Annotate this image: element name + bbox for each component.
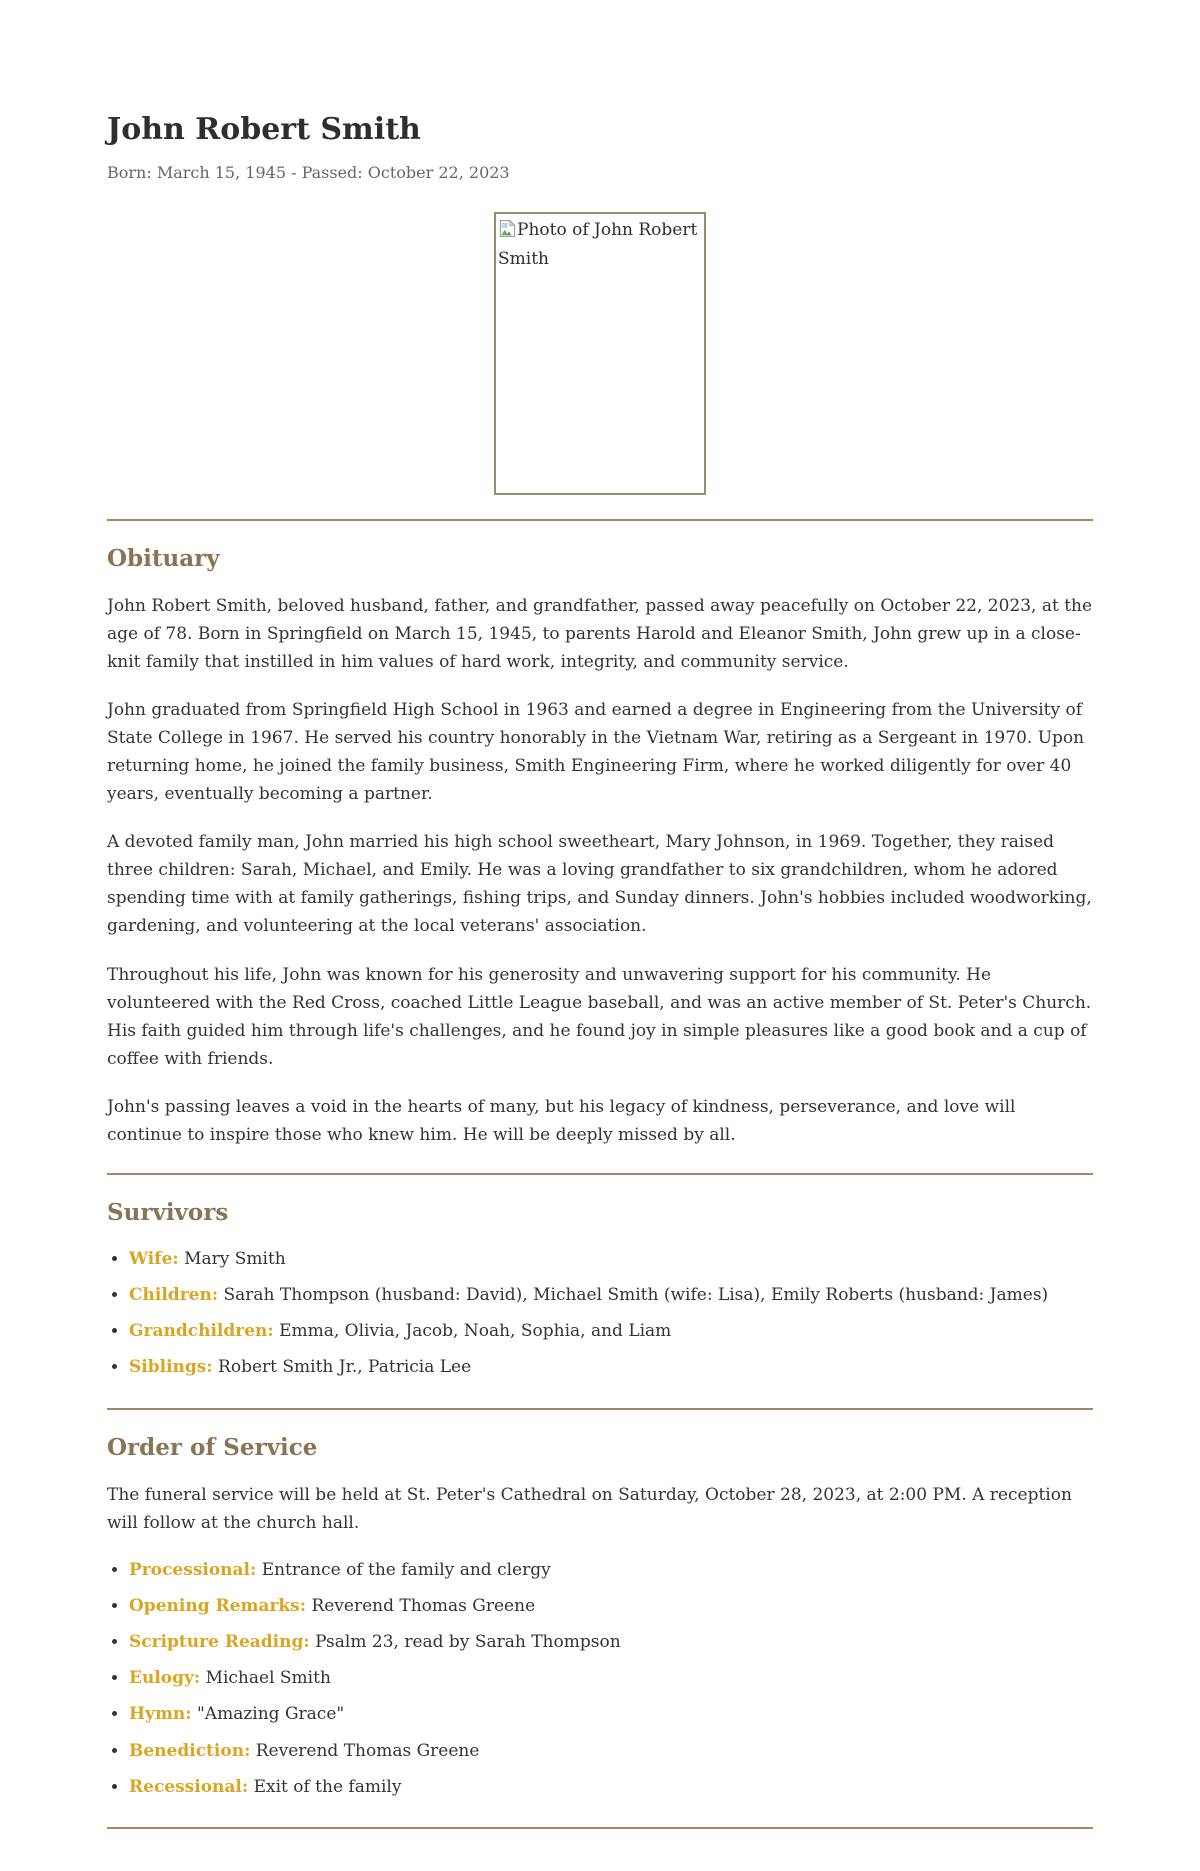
survivor-label: Grandchildren: — [129, 1321, 274, 1342]
obituary-paragraph: John graduated from Springfield High School in 1963 and earned a degree in Engineering from the University of State College in 1967. He served his country honorably in the Vietnam War, retiring as a Sergeant in 1970. Upon returning home, he joined the family business, Smith Engineering Firm, where he worked diligently for over 40 years, eventually becoming a partner. — [107, 700, 1085, 805]
obituary-paragraph: A devoted family man, John married his high school sweetheart, Mary Johnson, in 1969. Together, they raised three children: Sarah, Michael, and Emily. He was a loving grandfather to six grandchildren, whom he adored spending time with at family gatherings, fishing trips, and Sunday dinners. John's hobbies included woodworking, gardening, and volunteering at the local veterans' association. — [107, 832, 1092, 937]
survivor-label: Siblings: — [129, 1357, 213, 1378]
service-value: Michael Smith — [205, 1668, 331, 1689]
service-item — [129, 1738, 1093, 1765]
service-value: Reverend Thomas Greene — [255, 1740, 480, 1761]
survivor-value: Robert Smith Jr., Patricia Lee — [218, 1357, 472, 1378]
survivors-list — [107, 1246, 1093, 1382]
service-item — [129, 1774, 1093, 1801]
service-label: Hymn: — [129, 1704, 192, 1725]
obituary-heading: Obituary — [107, 545, 220, 572]
survivor-item — [129, 1318, 1093, 1345]
survivor-label: Wife: — [129, 1248, 179, 1269]
service-item — [129, 1593, 1093, 1620]
survivor-item — [129, 1246, 1093, 1273]
page-title: John Robert Smith — [107, 112, 421, 147]
photo-alt-text: Photo of John Robert Smith — [498, 220, 698, 269]
survivors-heading: Survivors — [107, 1198, 229, 1226]
service-value: Reverend Thomas Greene — [311, 1595, 536, 1616]
survivors-section — [107, 1199, 1093, 1382]
service-value: "Amazing Grace" — [196, 1704, 345, 1725]
page-header — [107, 112, 1093, 495]
life-dates: Born: March 15, 1945 - Passed: October 22, 2023 — [107, 163, 510, 182]
service-label: Scripture Reading: — [129, 1632, 310, 1653]
service-item — [129, 1665, 1093, 1692]
obituary-paragraph: John Robert Smith, beloved husband, father, and grandfather, passed away peacefully on October 22, 2023, at the age of 78. Born in Springfield on March 15, 1945, to parents Harold and Eleanor Smith, John grew up in a close-knit family that instilled in him values of hard work, integrity, and community service. — [107, 596, 1093, 673]
service-item — [129, 1557, 1093, 1584]
memorial-page — [107, 0, 1093, 1871]
service-value: Psalm 23, read by Sarah Thompson — [315, 1632, 621, 1653]
survivor-value: Sarah Thompson (husband: David), Michael Smith (wife: Lisa), Emily Roberts (husband: James) — [223, 1284, 1049, 1305]
service-item — [129, 1629, 1093, 1656]
survivor-item — [129, 1354, 1093, 1381]
survivor-value: Mary Smith — [184, 1248, 286, 1269]
section-divider — [107, 1827, 1093, 1829]
order-of-service-list — [107, 1557, 1093, 1801]
broken-image-icon — [498, 216, 517, 245]
service-value: Exit of the family — [253, 1776, 402, 1797]
service-label: Processional: — [129, 1559, 257, 1580]
survivor-label: Children: — [129, 1284, 219, 1305]
order-of-service-section — [107, 1434, 1093, 1801]
service-label: Recessional: — [129, 1776, 249, 1797]
obituary-paragraph: Throughout his life, John was known for his generosity and unwavering support for his community. He volunteered with the Red Cross, coached Little League baseball, and was an active member of St. Peter's Church. His faith guided him through life's challenges, and he found joy in simple pleasures like a good book and a cup of coffee with friends. — [107, 964, 1092, 1069]
obituary-paragraph: John's passing leaves a void in the hearts of many, but his legacy of kindness, perseverance, and love will continue to inspire those who knew him. He will be deeply missed by all. — [107, 1096, 1016, 1145]
service-item — [129, 1701, 1093, 1728]
section-divider — [107, 1408, 1093, 1410]
service-intro: The funeral service will be held at St. Peter's Cathedral on Saturday, October 28, 2023, at 2:00 PM. A reception will follow at the church hall. — [107, 1484, 1072, 1533]
obituary-section — [107, 545, 1093, 1149]
service-label: Eulogy: — [129, 1668, 201, 1689]
service-label: Benediction: — [129, 1740, 251, 1761]
section-divider — [107, 519, 1093, 521]
photo-placeholder — [494, 212, 706, 495]
order-of-service-heading: Order of Service — [107, 1433, 318, 1461]
section-divider — [107, 1173, 1093, 1175]
service-label: Opening Remarks: — [129, 1595, 307, 1616]
survivor-value: Emma, Olivia, Jacob, Noah, Sophia, and Liam — [279, 1321, 672, 1342]
survivor-item — [129, 1282, 1093, 1309]
service-value: Entrance of the family and clergy — [261, 1559, 551, 1580]
